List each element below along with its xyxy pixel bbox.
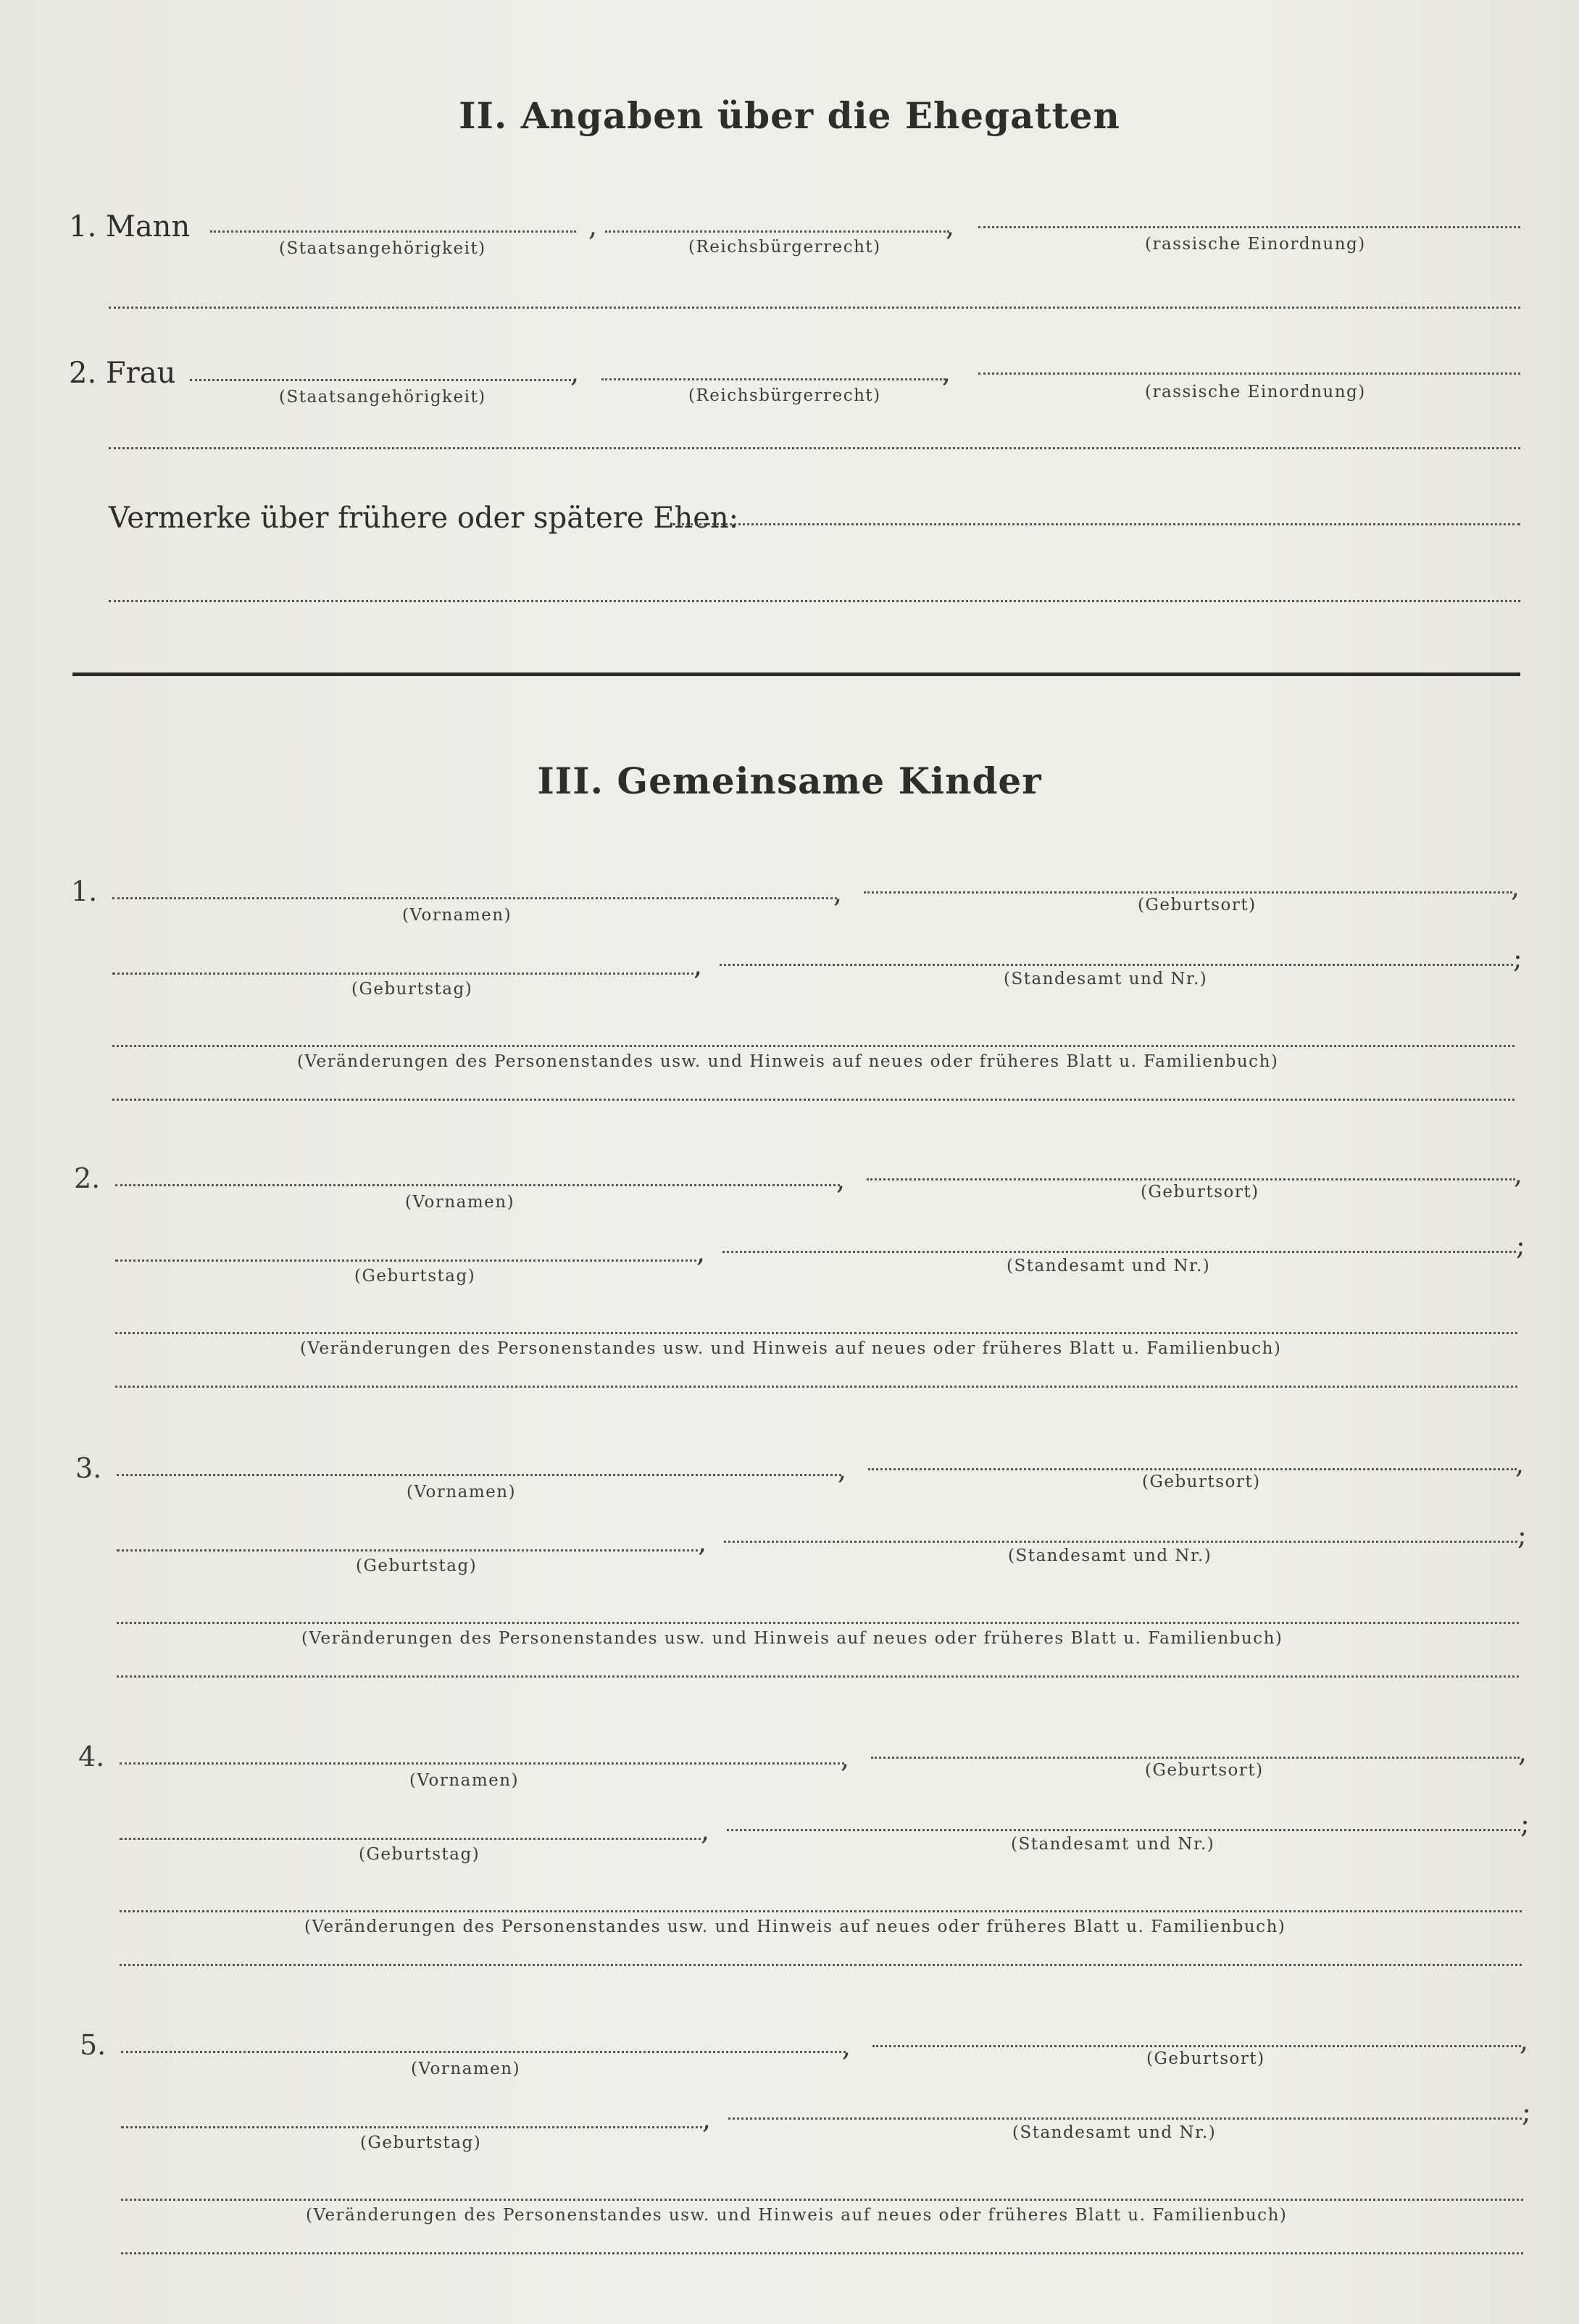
comma: , <box>1511 871 1520 903</box>
caption-standesamt: (Standesamt und Nr.) <box>1004 970 1208 988</box>
child-standesamt-field[interactable] <box>722 1251 1516 1253</box>
child-extra-field[interactable] <box>117 1675 1519 1678</box>
semicolon: ; <box>1522 2096 1531 2128</box>
child-geburtsort-field[interactable] <box>864 891 1512 894</box>
frau-staatsangehoerigkeit-field[interactable] <box>190 379 576 381</box>
caption-veraenderungen: (Veränderungen des Personenstandes usw. und Hinweis auf neues oder früheres Blatt u. Familienbuch) <box>304 1917 1286 1936</box>
semicolon: ; <box>1517 1519 1527 1551</box>
child-geburtstag-field[interactable] <box>121 2126 708 2128</box>
frau-extra-field[interactable] <box>109 447 1520 449</box>
caption-vornamen: (Vornamen) <box>409 1771 520 1790</box>
frau-reichsbuergerrecht-field[interactable] <box>601 378 946 380</box>
caption-standesamt: (Standesamt und Nr.) <box>1008 1546 1212 1565</box>
caption-veraenderungen: (Veränderungen des Personenstandes usw. und Hinweis auf neues oder früheres Blatt u. Familienbuch) <box>301 1629 1283 1648</box>
child-number: 2. <box>74 1162 101 1194</box>
caption-geburtstag: (Geburtstag) <box>360 2133 482 2152</box>
frau-rassische-field[interactable] <box>978 372 1520 375</box>
comma: , <box>838 1454 847 1486</box>
caption-geburtstag: (Geburtstag) <box>359 1845 480 1864</box>
caption-geburtstag: (Geburtstag) <box>351 980 473 999</box>
comma: , <box>1520 2025 1529 2057</box>
child-extra-field[interactable] <box>115 1386 1517 1388</box>
vermerke-label: Vermerke über frühere oder spätere Ehen: <box>109 501 739 535</box>
comma: , <box>701 1815 710 1846</box>
child-standesamt-field[interactable] <box>727 1829 1520 1831</box>
child-veraenderungen-field[interactable] <box>121 2199 1523 2201</box>
caption-geburtsort: (Geburtsort) <box>1145 1761 1264 1780</box>
child-number: 4. <box>78 1741 105 1773</box>
caption-vornamen: (Vornamen) <box>402 906 512 925</box>
semicolon: ; <box>1520 1807 1530 1839</box>
comma: , <box>570 357 580 388</box>
section-title-ehegatten: II. Angaben über die Ehegatten <box>459 94 1120 137</box>
child-standesamt-field[interactable] <box>728 2117 1522 2120</box>
caption-reichsbuergerrecht: (Reichsbürgerrecht) <box>688 238 881 257</box>
comma: , <box>1515 1448 1525 1480</box>
comma: , <box>693 949 703 981</box>
caption-staatsangehoerigkeit: (Staatsangehörigkeit) <box>279 388 486 407</box>
comma: , <box>702 2103 712 2135</box>
caption-geburtsort: (Geburtsort) <box>1138 896 1257 915</box>
caption-vornamen: (Vornamen) <box>407 1483 517 1502</box>
comma: , <box>698 1526 707 1558</box>
caption-reichsbuergerrecht: (Reichsbürgerrecht) <box>688 386 881 405</box>
caption-veraenderungen: (Veränderungen des Personenstandes usw. und Hinweis auf neues oder früheres Blatt u. Familienbuch) <box>297 1052 1279 1071</box>
caption-geburtsort: (Geburtsort) <box>1142 1473 1261 1491</box>
comma: , <box>842 2031 851 2062</box>
comma: , <box>841 1742 850 1774</box>
child-number: 5. <box>80 2029 107 2061</box>
child-geburtstag-field[interactable] <box>115 1259 702 1262</box>
comma: , <box>942 357 951 388</box>
child-vornamen-field[interactable] <box>117 1474 841 1476</box>
child-geburtstag-field[interactable] <box>120 1838 707 1840</box>
caption-rassische: (rassische Einordnung) <box>1145 235 1366 254</box>
mann-reichsbuergerrecht-field[interactable] <box>605 230 949 233</box>
comma: , <box>1514 1158 1523 1190</box>
mann-extra-field[interactable] <box>109 307 1520 309</box>
child-geburtsort-field[interactable] <box>872 2045 1521 2047</box>
child-geburtsort-field[interactable] <box>868 1468 1517 1470</box>
vermerke-field[interactable] <box>672 523 1520 525</box>
comma: , <box>1518 1736 1528 1768</box>
child-veraenderungen-field[interactable] <box>117 1622 1519 1624</box>
caption-staatsangehoerigkeit: (Staatsangehörigkeit) <box>279 239 486 258</box>
child-geburtsort-field[interactable] <box>871 1757 1520 1759</box>
section-divider <box>72 672 1520 676</box>
child-vornamen-field[interactable] <box>120 1762 844 1765</box>
mann-staatsangehoerigkeit-field[interactable] <box>210 230 576 233</box>
caption-geburtstag: (Geburtstag) <box>356 1557 478 1575</box>
mann-label: 1. Mann <box>69 210 191 243</box>
child-geburtstag-field[interactable] <box>112 973 699 975</box>
comma: , <box>836 1164 846 1196</box>
child-extra-field[interactable] <box>112 1099 1515 1101</box>
caption-rassische: (rassische Einordnung) <box>1145 383 1366 401</box>
caption-standesamt: (Standesamt und Nr.) <box>1012 2123 1217 2142</box>
child-number: 3. <box>75 1452 102 1484</box>
caption-vornamen: (Vornamen) <box>405 1193 515 1212</box>
child-vornamen-field[interactable] <box>115 1184 840 1186</box>
section-title-kinder: III. Gemeinsame Kinder <box>537 759 1042 802</box>
semicolon: ; <box>1513 942 1522 974</box>
caption-geburtsort: (Geburtsort) <box>1146 2049 1265 2068</box>
comma: , <box>696 1236 706 1268</box>
comma: , <box>946 210 955 242</box>
caption-veraenderungen: (Veränderungen des Personenstandes usw. und Hinweis auf neues oder früheres Blatt u. Familienbuch) <box>306 2206 1288 2225</box>
child-geburtstag-field[interactable] <box>117 1549 704 1552</box>
child-veraenderungen-field[interactable] <box>115 1332 1517 1334</box>
child-veraenderungen-field[interactable] <box>120 1910 1522 1912</box>
caption-veraenderungen: (Veränderungen des Personenstandes usw. und Hinweis auf neues oder früheres Blatt u. Familienbuch) <box>300 1339 1282 1358</box>
child-veraenderungen-field[interactable] <box>112 1045 1515 1047</box>
vermerke-extra-field[interactable] <box>109 600 1520 602</box>
child-standesamt-field[interactable] <box>720 964 1513 966</box>
caption-standesamt: (Standesamt und Nr.) <box>1007 1257 1211 1275</box>
caption-geburtstag: (Geburtstag) <box>354 1267 476 1286</box>
comma: , <box>833 877 843 909</box>
child-extra-field[interactable] <box>120 1964 1522 1966</box>
child-geburtsort-field[interactable] <box>867 1178 1515 1180</box>
caption-standesamt: (Standesamt und Nr.) <box>1011 1835 1215 1854</box>
child-vornamen-field[interactable] <box>112 897 837 899</box>
comma: , <box>588 210 598 242</box>
child-vornamen-field[interactable] <box>121 2051 846 2053</box>
mann-rassische-field[interactable] <box>978 226 1520 228</box>
caption-vornamen: (Vornamen) <box>411 2059 521 2078</box>
frau-label: 2. Frau <box>69 357 176 390</box>
child-number: 1. <box>71 875 98 907</box>
caption-geburtsort: (Geburtsort) <box>1141 1183 1259 1201</box>
child-extra-field[interactable] <box>121 2252 1523 2254</box>
child-standesamt-field[interactable] <box>724 1541 1517 1543</box>
semicolon: ; <box>1516 1229 1525 1261</box>
